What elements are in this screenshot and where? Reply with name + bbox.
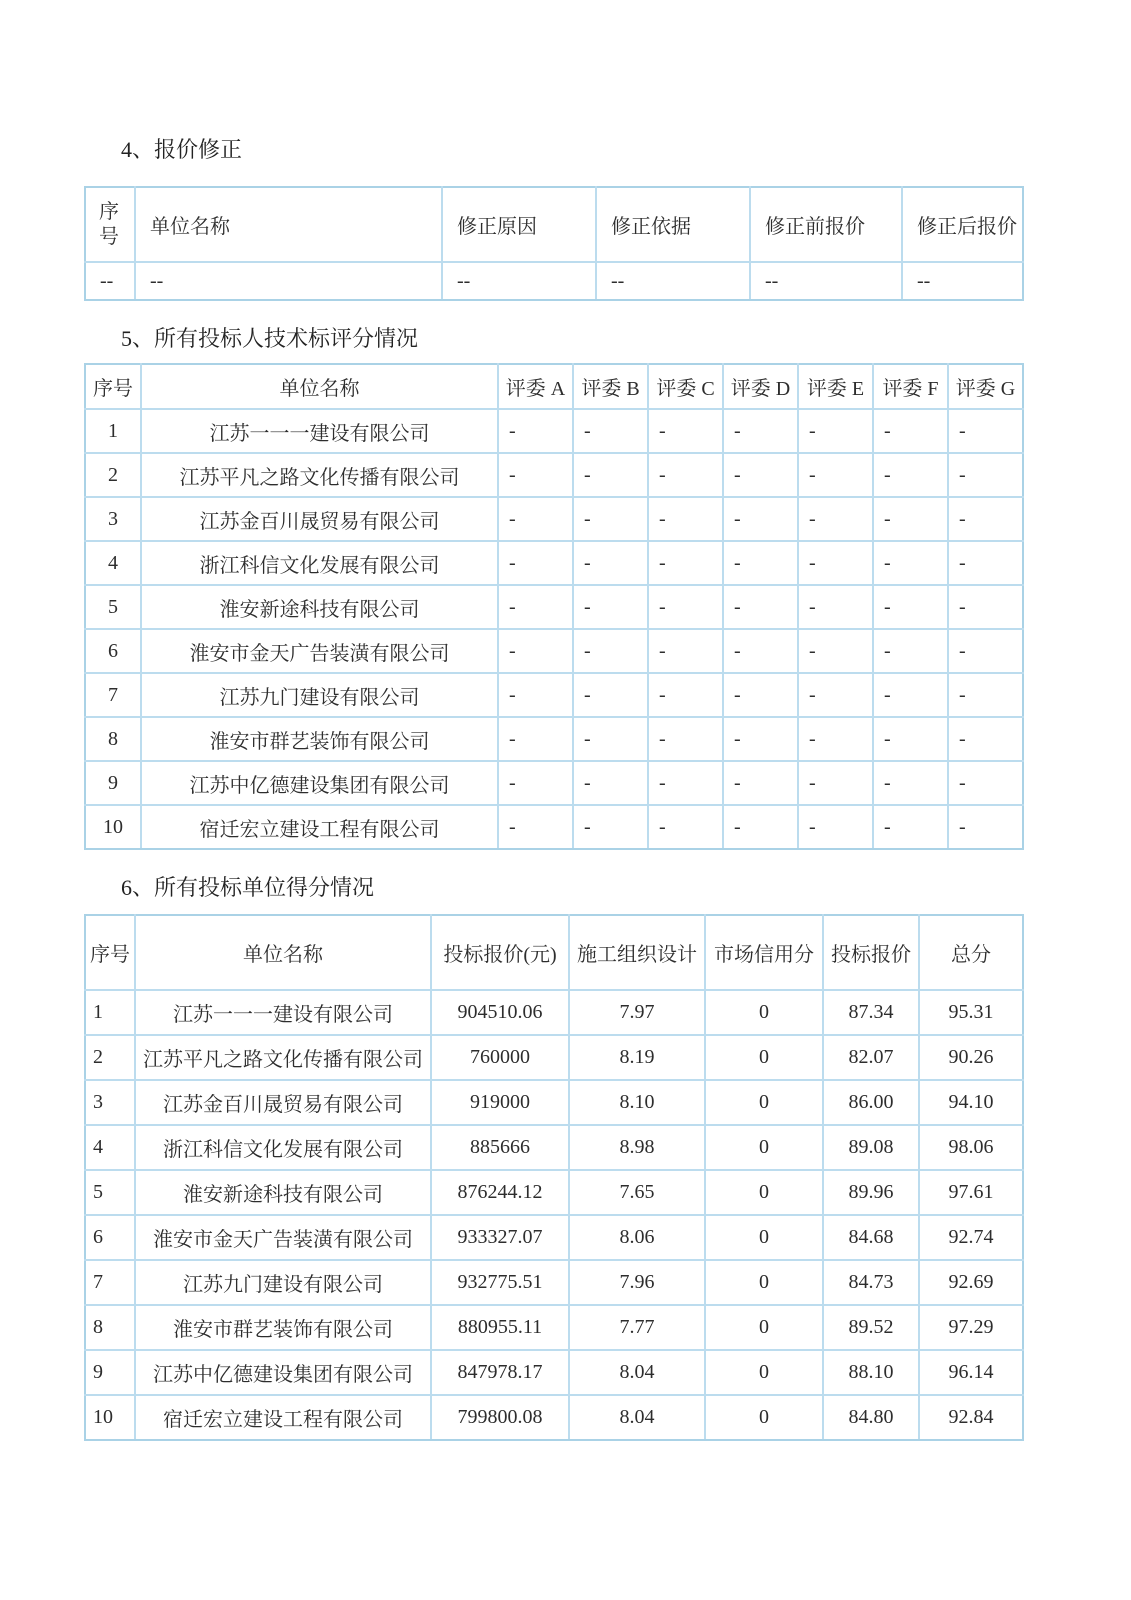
table-cell: 宿迁宏立建设工程有限公司 <box>135 1395 431 1440</box>
table-cell: 904510.06 <box>431 990 569 1035</box>
table-cell: - <box>948 717 1023 761</box>
column-header: 评委 A <box>498 364 573 409</box>
table-cell: - <box>573 585 648 629</box>
table-cell: - <box>723 717 798 761</box>
column-header: 评委 G <box>948 364 1023 409</box>
column-header: 单位名称 <box>135 915 431 990</box>
table-row <box>85 1395 1023 1440</box>
table-cell: 江苏金百川晟贸易有限公司 <box>135 1080 431 1125</box>
table-cell: 10 <box>85 805 141 849</box>
column-header: 修正后报价 <box>902 187 1023 262</box>
table-cell: -- <box>135 262 442 300</box>
section-title-technical-scores: 5、所有投标人技术标评分情况 <box>121 326 419 351</box>
table-cell: -- <box>902 262 1023 300</box>
table-cell: 江苏九门建设有限公司 <box>135 1260 431 1305</box>
table-cell: 0 <box>705 990 823 1035</box>
column-header: 投标报价 <box>823 915 919 990</box>
table-cell: - <box>948 761 1023 805</box>
table-cell: 浙江科信文化发展有限公司 <box>141 541 498 585</box>
table-cell: - <box>798 761 873 805</box>
table-cell: - <box>798 805 873 849</box>
table-cell: 0 <box>705 1170 823 1215</box>
table-cell: 90.26 <box>919 1035 1023 1080</box>
unit-score-table <box>84 914 1024 1441</box>
table-cell: 7.97 <box>569 990 705 1035</box>
table-cell: 89.52 <box>823 1305 919 1350</box>
table-cell: - <box>723 629 798 673</box>
table-cell: - <box>648 541 723 585</box>
table-row <box>85 497 1023 541</box>
table-cell: - <box>873 453 948 497</box>
table-cell: - <box>573 629 648 673</box>
table-cell: 淮安市金天广告装潢有限公司 <box>135 1215 431 1260</box>
table-cell: - <box>498 629 573 673</box>
table-cell: 淮安市金天广告装潢有限公司 <box>141 629 498 673</box>
table-cell: 84.73 <box>823 1260 919 1305</box>
table-cell: 94.10 <box>919 1080 1023 1125</box>
table-cell: - <box>498 717 573 761</box>
table-row <box>85 1350 1023 1395</box>
table-cell: 宿迁宏立建设工程有限公司 <box>141 805 498 849</box>
table-cell: 8.04 <box>569 1350 705 1395</box>
table-cell: - <box>798 585 873 629</box>
table-cell: - <box>723 673 798 717</box>
table-cell: 92.74 <box>919 1215 1023 1260</box>
table-cell: - <box>798 673 873 717</box>
table-cell: - <box>798 717 873 761</box>
table-cell: - <box>648 717 723 761</box>
table-cell: 0 <box>705 1125 823 1170</box>
table-cell: - <box>648 761 723 805</box>
column-header: 修正原因 <box>442 187 596 262</box>
table-cell: 95.31 <box>919 990 1023 1035</box>
table-cell: 2 <box>85 453 141 497</box>
table-cell: - <box>723 409 798 453</box>
table-cell: 江苏九门建设有限公司 <box>141 673 498 717</box>
table-row <box>85 1035 1023 1080</box>
column-header: 评委 B <box>573 364 648 409</box>
section-unit-scores <box>84 876 1022 1441</box>
table-cell: - <box>573 805 648 849</box>
section-technical-scores <box>84 327 1022 850</box>
column-header: 修正前报价 <box>750 187 902 262</box>
column-header: 总分 <box>919 915 1023 990</box>
table-cell: - <box>573 673 648 717</box>
table-cell: 7.77 <box>569 1305 705 1350</box>
table-cell: - <box>648 409 723 453</box>
table-cell: - <box>573 541 648 585</box>
table-cell: 8 <box>85 717 141 761</box>
table-cell: -- <box>85 262 135 300</box>
table-cell: - <box>573 497 648 541</box>
table-cell: - <box>873 541 948 585</box>
table-cell: 92.69 <box>919 1260 1023 1305</box>
table-cell: 0 <box>705 1035 823 1080</box>
header-row <box>85 187 1023 262</box>
table-cell: - <box>948 805 1023 849</box>
column-header: 市场信用分 <box>705 915 823 990</box>
table-cell: - <box>873 673 948 717</box>
table-row <box>85 1305 1023 1350</box>
table-row <box>85 1215 1023 1260</box>
table-cell: - <box>573 761 648 805</box>
table-cell: 96.14 <box>919 1350 1023 1395</box>
table-cell: 4 <box>85 1125 135 1170</box>
table-cell: - <box>798 409 873 453</box>
table-row <box>85 1125 1023 1170</box>
table-cell: 84.68 <box>823 1215 919 1260</box>
table-cell: 885666 <box>431 1125 569 1170</box>
table-cell: 0 <box>705 1350 823 1395</box>
table-cell: - <box>648 453 723 497</box>
table-cell: 6 <box>85 629 141 673</box>
table-cell: - <box>948 497 1023 541</box>
table-cell: 98.06 <box>919 1125 1023 1170</box>
table-cell: - <box>948 409 1023 453</box>
table-cell: 92.84 <box>919 1395 1023 1440</box>
table-row <box>85 717 1023 761</box>
table-cell: - <box>723 805 798 849</box>
table-cell: - <box>573 409 648 453</box>
table-row <box>85 585 1023 629</box>
table-cell: 江苏金百川晟贸易有限公司 <box>141 497 498 541</box>
table-row <box>85 409 1023 453</box>
column-header: 序号 <box>85 915 135 990</box>
table-cell: - <box>648 805 723 849</box>
table-cell: - <box>648 497 723 541</box>
table-cell: 9 <box>85 761 141 805</box>
table-cell: -- <box>596 262 750 300</box>
table-cell: 880955.11 <box>431 1305 569 1350</box>
table-cell: - <box>873 805 948 849</box>
table-cell: 97.29 <box>919 1305 1023 1350</box>
table-cell: 0 <box>705 1215 823 1260</box>
table-cell: 760000 <box>431 1035 569 1080</box>
table-cell: - <box>648 585 723 629</box>
table-cell: - <box>498 673 573 717</box>
table-row <box>85 1260 1023 1305</box>
table-row <box>85 541 1023 585</box>
table-cell: 4 <box>85 541 141 585</box>
table-cell: 89.08 <box>823 1125 919 1170</box>
table-cell: 江苏一一一建设有限公司 <box>135 990 431 1035</box>
header-row <box>85 364 1023 409</box>
table-cell: 876244.12 <box>431 1170 569 1215</box>
table-row <box>85 629 1023 673</box>
section-price-correction <box>84 138 1022 301</box>
table-cell: - <box>948 585 1023 629</box>
table-cell: 84.80 <box>823 1395 919 1440</box>
section-title-unit-scores: 6、所有投标单位得分情况 <box>121 875 375 900</box>
table-cell: 3 <box>85 497 141 541</box>
table-row <box>85 805 1023 849</box>
table-cell: - <box>873 497 948 541</box>
table-cell: 7.96 <box>569 1260 705 1305</box>
table-cell: 7 <box>85 673 141 717</box>
table-cell: - <box>573 717 648 761</box>
table-cell: 5 <box>85 1170 135 1215</box>
column-header: 序号 <box>85 364 141 409</box>
table-cell: 0 <box>705 1260 823 1305</box>
column-header: 评委 D <box>723 364 798 409</box>
table-cell: - <box>873 761 948 805</box>
technical-score-table <box>84 363 1024 850</box>
table-cell: - <box>723 453 798 497</box>
table-cell: 江苏中亿德建设集团有限公司 <box>135 1350 431 1395</box>
table-cell: - <box>498 409 573 453</box>
table-cell: - <box>873 409 948 453</box>
table-cell: 7.65 <box>569 1170 705 1215</box>
table-cell: 10 <box>85 1395 135 1440</box>
table-row <box>85 262 1023 300</box>
column-header: 单位名称 <box>141 364 498 409</box>
table-cell: - <box>948 453 1023 497</box>
table-cell: 江苏中亿德建设集团有限公司 <box>141 761 498 805</box>
table-cell: 淮安市群艺装饰有限公司 <box>135 1305 431 1350</box>
table-cell: - <box>873 585 948 629</box>
table-cell: 淮安新途科技有限公司 <box>135 1170 431 1215</box>
table-cell: -- <box>442 262 596 300</box>
table-cell: 1 <box>85 409 141 453</box>
table-row <box>85 1080 1023 1125</box>
table-cell: 0 <box>705 1080 823 1125</box>
table-cell: 6 <box>85 1215 135 1260</box>
table-cell: 89.96 <box>823 1170 919 1215</box>
table-cell: - <box>873 717 948 761</box>
table-cell: - <box>648 673 723 717</box>
table-cell: - <box>498 585 573 629</box>
table-cell: - <box>498 805 573 849</box>
table-cell: - <box>498 453 573 497</box>
price-correction-table <box>84 186 1024 301</box>
table-cell: 0 <box>705 1395 823 1440</box>
table-cell: 8.06 <box>569 1215 705 1260</box>
table-row <box>85 761 1023 805</box>
table-cell: 932775.51 <box>431 1260 569 1305</box>
table-cell: - <box>723 761 798 805</box>
column-header: 评委 C <box>648 364 723 409</box>
table-cell: - <box>498 761 573 805</box>
table-row <box>85 1170 1023 1215</box>
table-cell: 7 <box>85 1260 135 1305</box>
table-cell: - <box>723 541 798 585</box>
table-cell: - <box>798 629 873 673</box>
table-cell: 82.07 <box>823 1035 919 1080</box>
table-cell: 847978.17 <box>431 1350 569 1395</box>
table-cell: 88.10 <box>823 1350 919 1395</box>
table-cell: 1 <box>85 990 135 1035</box>
column-header: 序号 <box>85 187 135 262</box>
table-cell: - <box>723 585 798 629</box>
table-cell: - <box>798 541 873 585</box>
table-cell: 9 <box>85 1350 135 1395</box>
table-cell: -- <box>750 262 902 300</box>
table-cell: 2 <box>85 1035 135 1080</box>
table-cell: - <box>948 629 1023 673</box>
table-cell: 8.98 <box>569 1125 705 1170</box>
table-cell: 江苏平凡之路文化传播有限公司 <box>135 1035 431 1080</box>
table-cell: - <box>498 541 573 585</box>
header-row <box>85 915 1023 990</box>
column-header: 投标报价(元) <box>431 915 569 990</box>
table-cell: - <box>798 497 873 541</box>
table-cell: 8.10 <box>569 1080 705 1125</box>
table-cell: 淮安市群艺装饰有限公司 <box>141 717 498 761</box>
table-cell: 87.34 <box>823 990 919 1035</box>
table-cell: - <box>948 673 1023 717</box>
table-cell: 97.61 <box>919 1170 1023 1215</box>
section-title-price-correction: 4、报价修正 <box>121 137 243 162</box>
table-cell: 799800.08 <box>431 1395 569 1440</box>
table-cell: 919000 <box>431 1080 569 1125</box>
table-cell: 江苏平凡之路文化传播有限公司 <box>141 453 498 497</box>
column-header: 施工组织设计 <box>569 915 705 990</box>
table-cell: 933327.07 <box>431 1215 569 1260</box>
table-cell: - <box>648 629 723 673</box>
table-cell: 86.00 <box>823 1080 919 1125</box>
column-header: 修正依据 <box>596 187 750 262</box>
table-row <box>85 673 1023 717</box>
table-cell: 8.19 <box>569 1035 705 1080</box>
table-cell: - <box>723 497 798 541</box>
table-cell: - <box>948 541 1023 585</box>
table-cell: - <box>873 629 948 673</box>
table-cell: - <box>498 497 573 541</box>
table-row <box>85 990 1023 1035</box>
table-cell: 5 <box>85 585 141 629</box>
table-row <box>85 453 1023 497</box>
table-cell: 8 <box>85 1305 135 1350</box>
column-header: 单位名称 <box>135 187 442 262</box>
table-cell: 浙江科信文化发展有限公司 <box>135 1125 431 1170</box>
table-cell: 淮安新途科技有限公司 <box>141 585 498 629</box>
table-cell: 3 <box>85 1080 135 1125</box>
table-cell: 0 <box>705 1305 823 1350</box>
column-header: 评委 E <box>798 364 873 409</box>
table-cell: 江苏一一一建设有限公司 <box>141 409 498 453</box>
table-cell: 8.04 <box>569 1395 705 1440</box>
table-cell: - <box>573 453 648 497</box>
column-header: 评委 F <box>873 364 948 409</box>
table-cell: - <box>798 453 873 497</box>
